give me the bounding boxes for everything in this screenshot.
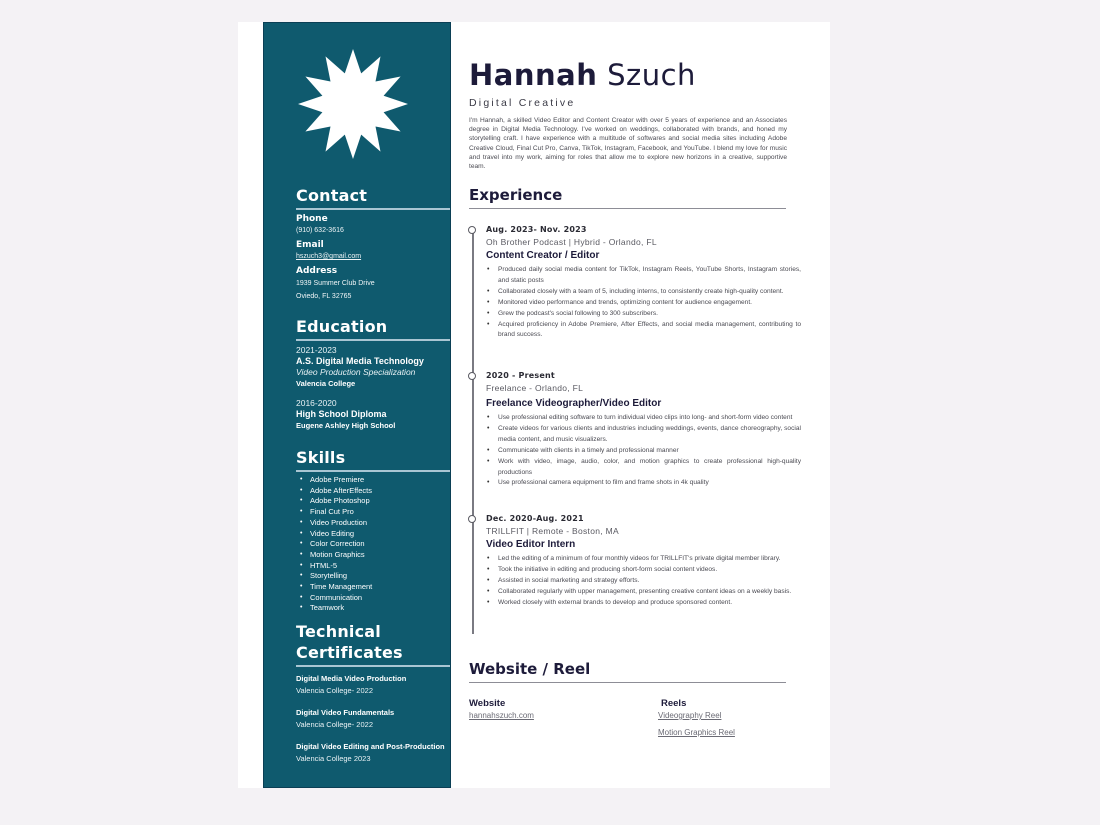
skill-item: • Video Editing [300, 529, 450, 540]
job-entry [469, 513, 801, 609]
job-bullets [486, 265, 801, 341]
timeline-dot-icon [468, 372, 476, 380]
education-school: Eugene Ashley High School [296, 421, 396, 430]
skills-section [296, 448, 450, 614]
email-link[interactable]: hszuch3@gmail.com [296, 253, 362, 260]
certificate-org: Valencia College- 2022 [296, 720, 373, 729]
job-dates: Aug. 2023- Nov. 2023 [486, 225, 587, 234]
job-bullet: • Communicate with clients in a timely and professional manner [486, 446, 801, 457]
skill-item: • Adobe AfterEffects [300, 486, 450, 497]
job-dates: Dec. 2020-Aug. 2021 [486, 514, 584, 523]
experience-heading: Experience [469, 186, 786, 209]
job-bullet: • Produced daily social media content for TikTok, Instagram Reels, YouTube Shorts, Instagram stories, and static posts [486, 265, 801, 287]
education-school: Valencia College [296, 379, 356, 388]
education-years: 2021-2023 [296, 345, 337, 355]
address-line-2: Oviedo, FL 32765 [296, 293, 352, 300]
job-org: Oh Brother Podcast | Hybrid - Orlando, FL [486, 237, 657, 247]
website-reel-heading: Website / Reel [469, 660, 786, 683]
job-bullet: • Use professional editing software to turn individual video clips into long- and short-form video content [486, 413, 801, 424]
certificate-list [296, 673, 450, 765]
skills-heading: Skills [296, 448, 450, 472]
full-name [469, 58, 696, 92]
website-label: Website [469, 698, 506, 709]
certificates-section [296, 621, 450, 775]
job-dates: 2020 - Present [486, 371, 555, 380]
contact-section [296, 186, 450, 303]
reels-column [658, 697, 735, 739]
certificates-heading [296, 621, 450, 667]
skill-item: • Motion Graphics [300, 550, 450, 561]
job-bullet: • Collaborated closely with a team of 5, including interns, to consistently create high-quality content. [486, 287, 801, 298]
skill-item: • Final Cut Pro [300, 507, 450, 518]
job-title: Freelance Videographer/Video Editor [486, 398, 662, 409]
website-link[interactable]: hannahszuch.com [469, 711, 534, 720]
job-bullets [486, 554, 801, 609]
education-years: 2016-2020 [296, 398, 337, 408]
summary-paragraph: I'm Hannah, a skilled Video Editor and Content Creator with over 5 years of experience and an Associates degree in Digital Media Technology. I've worked on weddings, collaborated with brands, and honed my storytelling craft. I have experience with a multitude of softwares and social media sites including Adobe Creative Cloud, Final Cut Pro, Canva, TikTok, Instagram, Facebook, and YouTube. I blend my love for music and travel into my work, aiming for roles that allow me to explore new horizons in a creative, supportive team. [469, 117, 787, 171]
job-title: Content Creator / Editor [486, 250, 600, 261]
job-entry [469, 370, 801, 489]
sidebar [263, 22, 451, 788]
job-entry [469, 224, 801, 341]
job-bullet: • Acquired proficiency in Adobe Premiere, After Effects, and social media management, contributing to brand success. [486, 320, 801, 342]
certificates-heading-line2: Certificates [296, 643, 403, 662]
job-bullet: • Took the initiative in editing and producing short-form social content videos. [486, 565, 801, 576]
motion-graphics-reel-link[interactable]: Motion Graphics Reel [658, 728, 735, 737]
certificate-org: Valencia College 2023 [296, 754, 371, 763]
job-bullet: • Grew the podcast's social following to 300 subscribers. [486, 309, 801, 320]
certificate-org: Valencia College- 2022 [296, 686, 373, 695]
job-bullet: • Led the editing of a minimum of four monthly videos for TRILLFIT's private digital member library. [486, 554, 801, 565]
first-name: Hannah [469, 58, 598, 92]
certificate-name: Digital Media Video Production [296, 674, 407, 683]
certificate-name: Digital Video Editing and Post-Production [296, 742, 445, 751]
education-degree: A.S. Digital Media Technology [296, 356, 424, 366]
certificate-name: Digital Video Fundamentals [296, 708, 395, 717]
job-bullet: • Use professional camera equipment to film and frame shots in 4k quality [486, 478, 801, 489]
education-section [296, 317, 450, 432]
email-label: Email [296, 240, 324, 250]
skill-item: • Teamwork [300, 603, 450, 614]
job-bullet: • Worked closely with external brands to develop and produce sponsored content. [486, 598, 801, 609]
education-heading: Education [296, 317, 450, 341]
phone-label: Phone [296, 214, 328, 224]
role-title: Digital Creative [469, 97, 576, 109]
job-bullet: • Collaborated regularly with upper management, presenting creative content ideas on a weekly basis. [486, 587, 801, 598]
skill-item: • Adobe Premiere [300, 475, 450, 486]
skill-item: • Time Management [300, 582, 450, 593]
job-bullet: • Create videos for various clients and industries including weddings, events, dance choreography, social media content, and music visualizers. [486, 424, 801, 446]
skill-item: • Video Production [300, 518, 450, 529]
contact-heading: Contact [296, 186, 450, 210]
skill-item: • HTML-5 [300, 561, 450, 572]
skill-item: • Storytelling [300, 571, 450, 582]
videography-reel-link[interactable]: Videography Reel [658, 711, 722, 720]
skill-item: • Communication [300, 593, 450, 604]
education-entry [296, 398, 450, 432]
job-title: Video Editor Intern [486, 539, 576, 550]
star-badge-icon [298, 49, 408, 159]
skills-list [296, 475, 450, 614]
job-bullets [486, 413, 801, 489]
address-label: Address [296, 266, 338, 276]
job-org: TRILLFIT | Remote - Boston, MA [486, 526, 619, 536]
job-org: Freelance - Orlando, FL [486, 383, 584, 393]
website-column [469, 697, 534, 722]
phone-value: (910) 632-3616 [296, 227, 344, 234]
address-line-1: 1939 Summer Club Drive [296, 280, 375, 287]
reels-label: Reels [661, 698, 687, 709]
education-specialization: Video Production Specialization [296, 367, 416, 377]
certificates-heading-line1: Technical [296, 622, 381, 641]
timeline-dot-icon [468, 515, 476, 523]
job-bullet: • Monitored video performance and trends, optimizing content for audience engagement. [486, 298, 801, 309]
last-name: Szuch [607, 58, 696, 92]
job-bullet: • Work with video, image, audio, color, and motion graphics to create professional high-quality productions [486, 457, 801, 479]
education-degree: High School Diploma [296, 409, 387, 419]
job-bullet: • Assisted in social marketing and strategy efforts. [486, 576, 801, 587]
timeline-dot-icon [468, 226, 476, 234]
skill-item: • Adobe Photoshop [300, 496, 450, 507]
skill-item: • Color Correction [300, 539, 450, 550]
education-entry [296, 345, 450, 390]
